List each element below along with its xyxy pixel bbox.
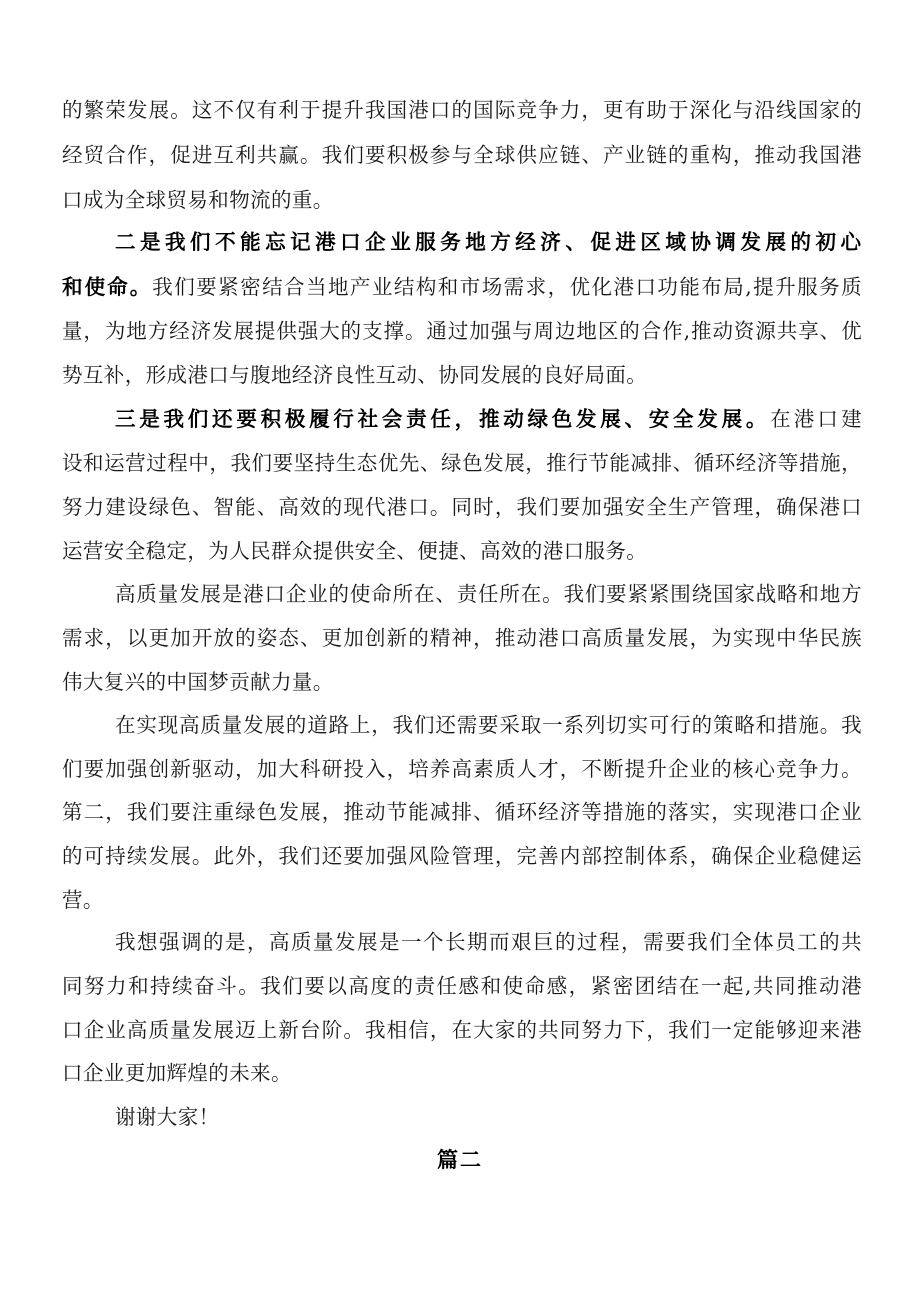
paragraph-line	[62, 267, 862, 307]
paragraph-line: 口企业高质量发展迈上新台阶。我相信，在大家的共同努力下，我们一定能够迎来港	[62, 1018, 862, 1042]
paragraph-line: 们要加强创新驱动，加大科研投入，培养高素质人才，不断提升企业的核心竞争力。	[62, 757, 862, 781]
bold-lead-text: 三是我们还要积极履行社会责任，推动绿色发展、安全发展。	[115, 407, 771, 431]
paragraph-line: 同努力和持续奋斗。我们要以高度的责任感和使命感，紧密团结在一起,共同推动港	[62, 974, 862, 998]
bold-lead-line	[115, 222, 862, 262]
paragraph-line: 我想强调的是，高质量发展是一个长期而艰巨的过程，需要我们全体员工的共	[115, 930, 862, 954]
paragraph-line: 努力建设绿色、智能、高效的现代港口。同时，我们要加强安全生产管理，确保港口	[62, 495, 862, 519]
paragraph-line: 运营安全稳定，为人民群众提供安全、便捷、高效的港口服务。	[62, 539, 648, 563]
paragraph-text: 我们要紧密结合当地产业结构和市场需求，优化港口功能布局,提升服务质	[152, 275, 863, 299]
paragraph-text: 在港口建	[770, 407, 862, 431]
paragraph-line: 势互补，形成港口与腹地经济良性互动、协同发展的良好局面。	[62, 363, 648, 387]
paragraph-line: 的可持续发展。此外，我们还要加强风险管理，完善内部控制体系，确保企业稳健运	[62, 844, 862, 868]
section-heading: 篇二	[437, 1147, 483, 1172]
paragraph-line: 的繁荣发展。这不仅有利于提升我国港口的国际竞争力，更有助于深化与沿线国家的	[62, 98, 862, 122]
paragraph-line: 经贸合作，促进互利共赢。我们要积极参与全球供应链、产业链的重构，推动我国港	[62, 143, 862, 167]
paragraph-line: 需求，以更加开放的姿态、更加创新的精神，推动港口高质量发展，为实现中华民族	[62, 626, 862, 650]
paragraph-line: 口企业更加辉煌的未来。	[62, 1061, 292, 1085]
paragraph-line: 营。	[62, 888, 104, 912]
bold-lead-text: 和使命。	[62, 275, 153, 299]
paragraph-line: 高质量发展是港口企业的使命所在、责任所在。我们要紧紧围绕国家战略和地方	[115, 582, 862, 606]
paragraph-line: 口成为全球贸易和物流的重。	[62, 188, 334, 212]
closing-thanks: 谢谢大家！	[115, 1105, 220, 1129]
bold-lead-line	[115, 399, 862, 439]
bold-lead-text: 二是我们不能忘记港口企业服务地方经济、促进区域协调发展的初心	[115, 230, 862, 254]
paragraph-line: 伟大复兴的中国梦贡献力量。	[62, 670, 334, 694]
paragraph-line: 第二，我们要注重绿色发展，推动节能减排、循环经济等措施的落实，实现港口企业	[62, 800, 862, 824]
paragraph-line: 在实现高质量发展的道路上，我们还需要采取一系列切实可行的策略和措施。我	[115, 713, 862, 737]
paragraph-line: 设和运营过程中，我们要坚持生态优先、绿色发展，推行节能减排、循环经济等措施，	[62, 451, 862, 475]
paragraph-line: 量，为地方经济发展提供强大的支撑。通过加强与周边地区的合作,推动资源共享、优	[62, 319, 862, 343]
